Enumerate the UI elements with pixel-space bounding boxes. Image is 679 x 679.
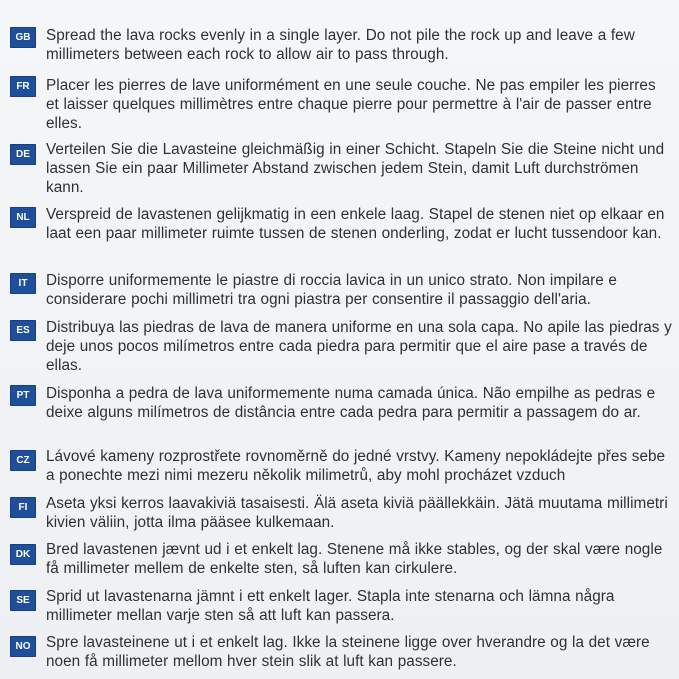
instruction-text-de: Verteilen Sie die Lavasteine gleichmäßig in einer Schicht. Stapeln Sie die Steine nicht und lassen Sie ein paar Millimeter Abstand zwischen jedem Stein, damit Luft durchströmen kann. — [46, 141, 665, 196]
instruction-text-gb: Spread the lava rocks evenly in a single layer. Do not pile the rock up and leave a few millimeters between each rock to allow air to pass through. — [46, 27, 635, 63]
instruction-text-pt: Disponha a pedra de lava uniformemente numa camada única. Não empilhe as pedras e deixe alguns milímetros de distância entre cada pedra para permitir a passagem do ar. — [46, 385, 656, 421]
instruction-text-nl: Verspreid de lavastenen gelijkmatig in een enkele laag. Stapel de stenen niet op elkaar en laat een paar millimeter ruimte tussen de stenen onderling, zodat er lucht tussendoor kan. — [46, 206, 665, 242]
language-badge-fi: FI — [10, 497, 36, 518]
instruction-text-es: Distribuya las piedras de lava de manera uniforme en una sola capa. No apile las piedras y deje unos pocos milímetros entre cada piedra para permitir que el aire pase a través de ellas. — [46, 319, 672, 374]
language-badge-no: NO — [10, 636, 36, 657]
language-badge-it: IT — [10, 273, 36, 294]
instruction-text-no: Spre lavasteinene ut i et enkelt lag. Ikke la steinene ligge over hverandre og la det være noen få millimeter mellom hver stein slik at luft kan passere. — [46, 634, 650, 670]
instruction-text-fr: Placer les pierres de lave uniformément en une seule couche. Ne pas empiler les pierres et laisser quelques millimètres entre chaque pierre pour permettre à l'air de passer entre elles. — [46, 77, 656, 132]
instruction-text-cz: Lávové kameny rozprostřete rovnoměrně do jedné vrstvy. Kameny nepokládejte přes sebe a ponechte mezi nimi mezeru několik milimetrů, aby mohl procházet vzduch — [46, 448, 666, 484]
language-badge-gb: GB — [10, 27, 36, 48]
language-badge-nl: NL — [10, 207, 36, 228]
language-badge-dk: DK — [10, 544, 36, 565]
language-badge-pt: PT — [10, 385, 36, 406]
instruction-text-fi: Aseta yksi kerros laavakiviä tasaisesti. Älä aseta kiviä päällekkäin. Jätä muutama millimetri kivien väliin, jotta ilma pääsee kulkemaan. — [46, 495, 668, 531]
language-badge-es: ES — [10, 320, 36, 341]
language-badge-se: SE — [10, 590, 36, 611]
language-badge-de: DE — [10, 144, 36, 165]
instruction-text-se: Sprid ut lavastenarna jämnt i ett enkelt lager. Stapla inte stenarna och lämna några millimeter mellan varje sten så att luft kan passera. — [46, 588, 615, 624]
instruction-text-it: Disporre uniformemente le piastre di roccia lavica in un unico strato. Non impilare e considerare pochi millimetri tra ogni piastra per consentire il passaggio dell'aria. — [46, 272, 617, 308]
language-badge-fr: FR — [10, 76, 36, 97]
language-badge-cz: CZ — [10, 450, 36, 471]
instruction-text-dk: Bred lavastenen jævnt ud i et enkelt lag. Stenene må ikke stables, og der skal være nogle få millimeter mellem de enkelte sten, så luften kan cirkulere. — [46, 541, 663, 577]
